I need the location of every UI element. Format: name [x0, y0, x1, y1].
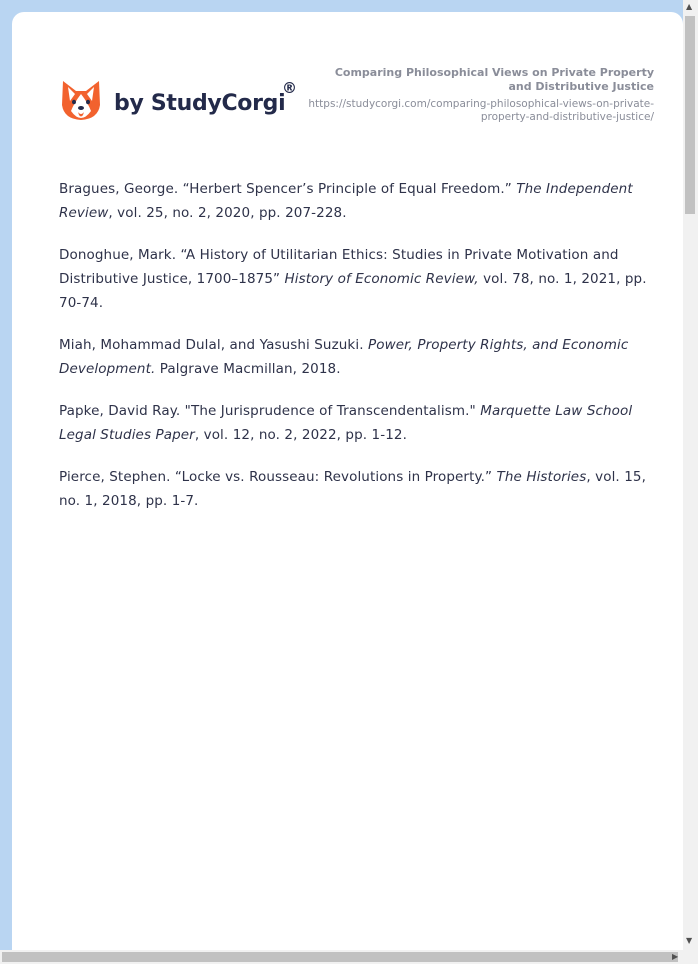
reference-entry [59, 243, 649, 315]
reference-entry [59, 177, 649, 225]
reference-source: The Histories [496, 469, 587, 485]
horizontal-scrollbar[interactable] [0, 950, 698, 964]
document-url[interactable]: https://studycorgi.com/comparing-philosophical-views-on-private-property-and-distributive-justice/ [308, 98, 654, 123]
reference-details: Palgrave Macmillan, 2018. [155, 361, 341, 377]
reference-text: Bragues, George. “Herbert Spencer’s Principle of Equal Freedom.” [59, 181, 517, 197]
scroll-up-arrow-icon[interactable]: ▲ [686, 2, 693, 11]
reference-details: , vol. 12, no. 2, 2022, pp. 1-12. [194, 427, 407, 443]
references-list [59, 177, 649, 531]
reference-source: Marquette Law School Legal Studies Paper [59, 403, 633, 443]
vertical-scroll-thumb[interactable] [685, 16, 695, 214]
document-title: Comparing Philosophical Views on Private Property and Distributive Justice [334, 66, 654, 93]
reference-entry [59, 465, 649, 513]
vertical-scrollbar[interactable] [683, 0, 698, 950]
reference-details: vol. 78, no. 1, 2021, pp. 70-74. [59, 271, 647, 311]
reference-text: Papke, David Ray. "The Jurisprudence of Transcendentalism." [59, 403, 481, 419]
reference-source: Power, Property Rights, and Economic Development. [59, 337, 629, 377]
reference-source: History of Economic Review, [284, 271, 479, 287]
reference-entry [59, 333, 649, 381]
document-page [12, 12, 683, 950]
reference-text: Donoghue, Mark. “A History of Utilitarian Ethics: Studies in Private Motivation and Distributive Justice, 1700–1875” [59, 247, 619, 287]
reference-details: , vol. 25, no. 2, 2020, pp. 207-228. [108, 205, 347, 221]
scroll-down-arrow-icon[interactable]: ▼ [686, 936, 693, 945]
brand-name: by StudyCorgi [114, 91, 286, 116]
reference-source: The Independent Review [59, 181, 633, 221]
reference-text: Pierce, Stephen. “Locke vs. Rousseau: Revolutions in Property.” [59, 469, 497, 485]
scroll-right-arrow-icon[interactable]: ▶ [672, 952, 679, 961]
reference-entry [59, 399, 649, 447]
horizontal-scroll-thumb[interactable] [2, 952, 678, 962]
reference-text: Miah, Mohammad Dulal, and Yasushi Suzuki. [59, 337, 368, 353]
registered-mark: ® [282, 79, 297, 97]
reference-details: , vol. 15, no. 1, 2018, pp. 1-7. [59, 469, 646, 509]
studycorgi-logo[interactable] [60, 77, 305, 127]
corgi-icon [60, 77, 102, 123]
